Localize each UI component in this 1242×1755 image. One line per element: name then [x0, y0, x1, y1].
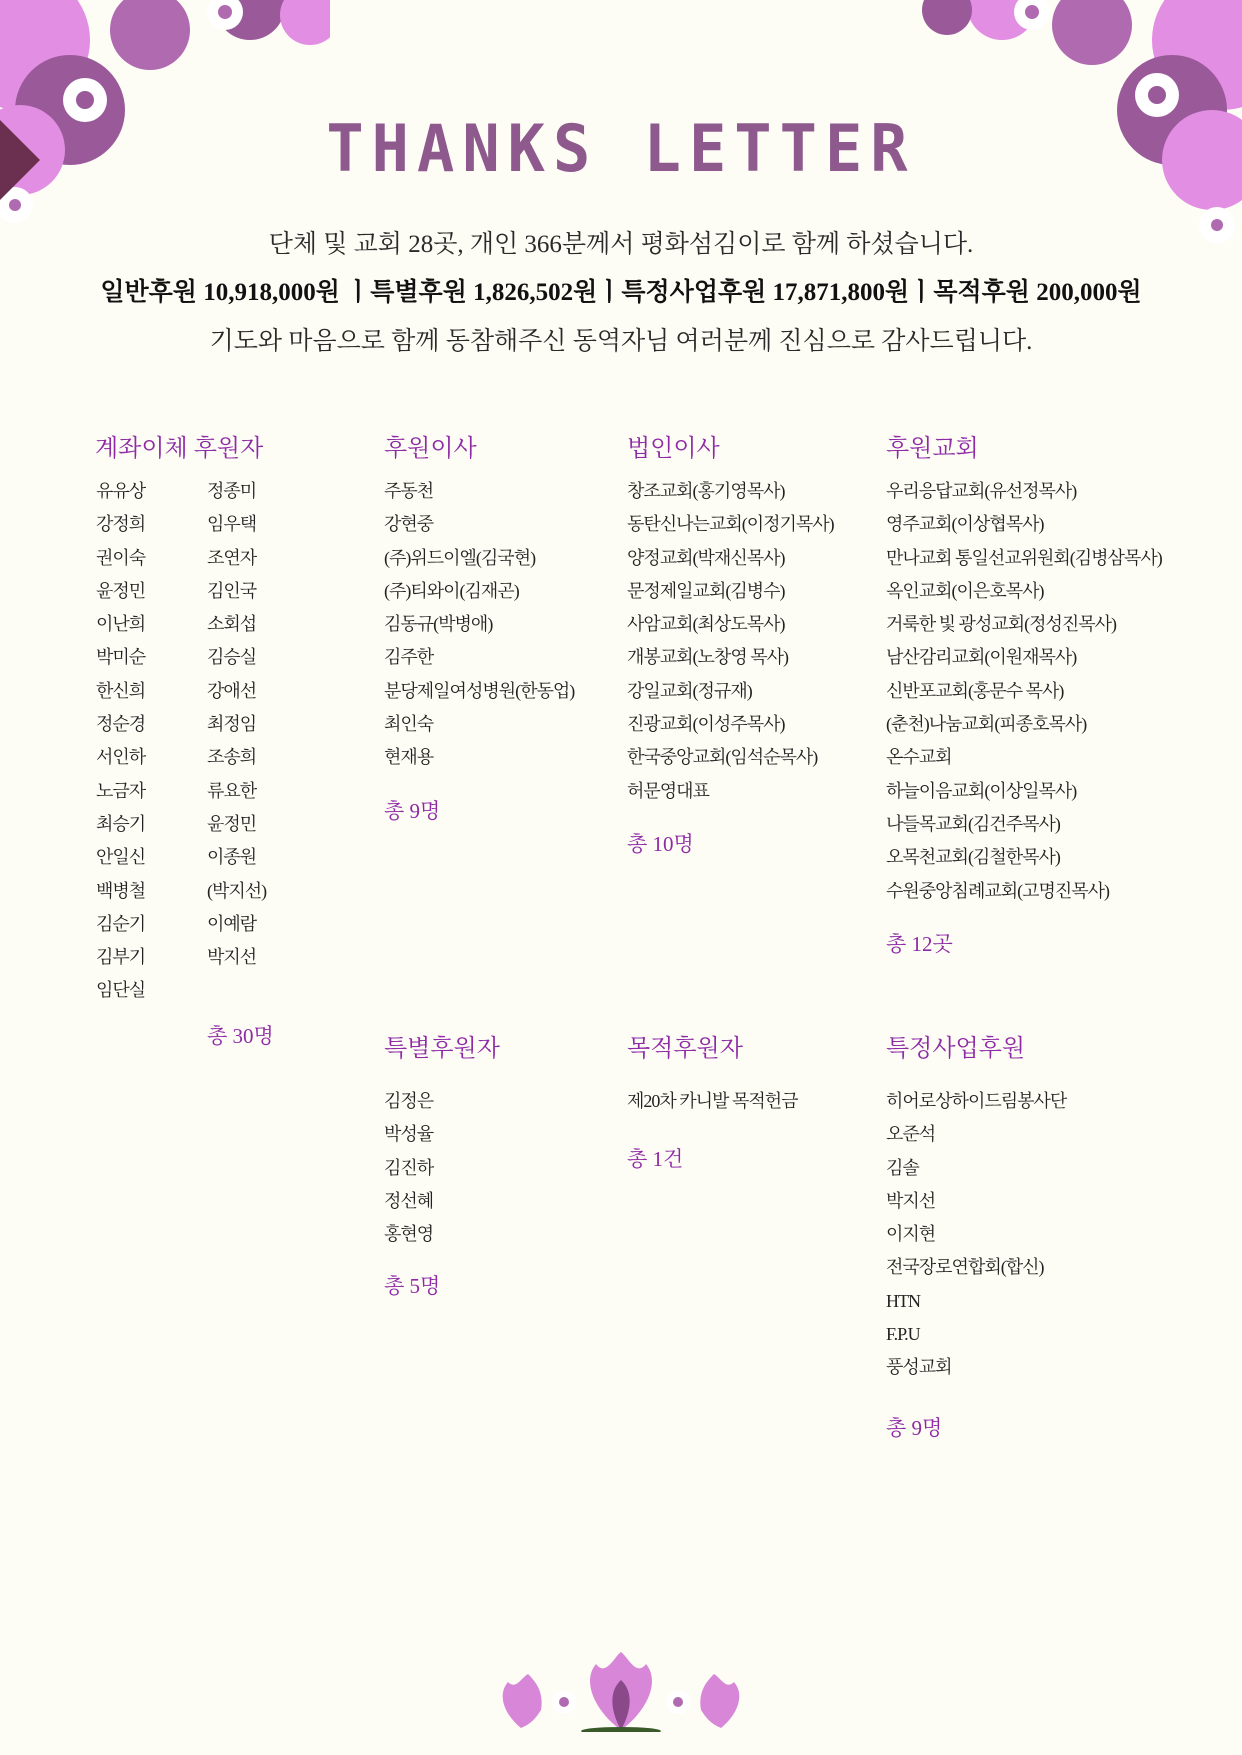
donor-name: 임우택: [207, 514, 257, 535]
church-name: 수원중앙침례교회(고명진목사): [886, 880, 1110, 901]
donor-name: 이지현: [886, 1224, 936, 1245]
church-name: 옥인교회(이은호목사): [886, 580, 1044, 601]
special-total: 총 5명: [384, 1274, 441, 1298]
donor-name: 권이숙: [96, 547, 146, 568]
donor-name: 소회섭: [207, 614, 257, 635]
church-name: 우리응답교회(유선정목사): [886, 481, 1077, 501]
donor-name: 한신희: [96, 680, 146, 701]
donor-name: 정순경: [96, 714, 146, 735]
director-name: 창조교회(홍기영목사): [627, 481, 785, 501]
sponsor-directors-total: 총 9명: [384, 799, 441, 823]
donor-name: 김부기: [96, 947, 146, 968]
director-name: 현재용: [384, 747, 434, 768]
donor-name: 임단실: [96, 980, 146, 1001]
donor-name: 강정희: [96, 514, 146, 535]
donor-name: 박지선: [207, 947, 257, 968]
donor-name: 김정은: [384, 1091, 434, 1111]
special-list: [384, 1085, 433, 1251]
purpose-heading: 목적후원자: [627, 1036, 743, 1062]
corporate-directors-list: [627, 475, 834, 808]
church-name: 거룩한 빛 광성교회(정성진목사): [886, 614, 1117, 635]
director-name: 김동규(박병애): [384, 614, 493, 635]
purpose-list: [627, 1085, 798, 1118]
director-name: 강현중: [384, 514, 434, 535]
donor-name: 전국장로연합회(합신): [886, 1257, 1044, 1278]
intro-donation-totals: 일반후원 10,918,000원 ㅣ특별후원 1,826,502원ㅣ특정사업후원 17,871,800원ㅣ목적후원 200,000원: [100, 279, 1142, 306]
sponsor-directors-heading: 후원이사: [384, 436, 477, 462]
director-name: 분당제일여성병원(한동업): [384, 680, 575, 701]
donor-name: 정선혜: [384, 1190, 434, 1211]
church-name: 영주교회(이상협목사): [886, 514, 1044, 535]
churches-heading: 후원교회: [886, 436, 979, 462]
donor-name: 이난희: [96, 614, 146, 635]
donor-name: 박지선: [886, 1190, 936, 1211]
donor-name: F.P.U: [886, 1324, 920, 1345]
transfer-total: 총 30명: [207, 1024, 274, 1048]
donor-name: 강애선: [207, 680, 257, 701]
intro-summary: 단체 및 교회 28곳, 개인 366분께서 평화섬김이로 함께 하셨습니다.: [268, 231, 974, 258]
donor-name: (박지선): [207, 880, 267, 901]
church-name: (춘천)나눔교회(피종호목사): [886, 714, 1087, 735]
project-heading: 특정사업후원: [886, 1036, 1026, 1062]
donor-name: 히어로상하이드림봉사단: [886, 1091, 1067, 1111]
director-name: 사암교회(최상도목사): [627, 614, 785, 635]
donor-name: 윤정민: [207, 813, 257, 834]
sponsor-directors-list: [384, 475, 574, 775]
churches-total: 총 12곳: [886, 932, 953, 956]
director-name: 김주한: [384, 647, 434, 668]
donor-name: 이종원: [207, 847, 257, 868]
donor-name: 홍현영: [384, 1224, 434, 1245]
director-name: 문정제일교회(김병수): [627, 580, 785, 601]
donor-name: 박미순: [96, 647, 146, 668]
flower-decoration-bottom: [486, 1652, 756, 1732]
project-total: 총 9명: [886, 1416, 943, 1440]
purpose-total: 총 1건: [627, 1147, 684, 1171]
donor-name: 김승실: [207, 647, 257, 668]
donor-name: 노금자: [96, 780, 146, 801]
project-list: [886, 1085, 1066, 1385]
donor-name: 박성율: [384, 1124, 434, 1145]
donor-name: 조연자: [207, 547, 257, 568]
donor-name: 윤정민: [96, 580, 146, 601]
donor-name: 이예람: [207, 913, 257, 934]
church-name: 남산감리교회(이원재목사): [886, 647, 1077, 668]
donor-name: 오준석: [886, 1124, 936, 1145]
church-name: 오목천교회(김철한목사): [886, 847, 1060, 868]
donor-name: 최승기: [96, 813, 146, 834]
donor-name: 김진하: [384, 1157, 434, 1178]
donor-name: 류요한: [207, 780, 257, 801]
donor-name: 백병철: [96, 880, 146, 901]
donor-name: 정종미: [207, 481, 257, 501]
church-name: 나들목교회(김건주목사): [886, 813, 1060, 834]
donor-name: 서인하: [96, 747, 146, 768]
corporate-directors-heading: 법인이사: [627, 436, 720, 462]
donor-name: 최정임: [207, 714, 257, 735]
director-name: 개봉교회(노창영 목사): [627, 647, 788, 668]
director-name: 동탄신나는교회(이정기목사): [627, 514, 834, 535]
director-name: (주)티와이(김재곤): [384, 580, 519, 601]
special-heading: 특별후원자: [384, 1036, 500, 1062]
churches-list: [886, 475, 1162, 908]
page-title: THANKS LETTER: [326, 110, 916, 187]
donor-name: 김솔: [886, 1157, 919, 1178]
donor-name: 풍성교회: [886, 1357, 952, 1378]
church-name: 하늘이음교회(이상일목사): [886, 780, 1077, 801]
director-name: 양정교회(박재신목사): [627, 547, 785, 568]
director-name: 강일교회(정규재): [627, 680, 752, 701]
donor-name: 김인국: [207, 580, 257, 601]
purpose-item: 제20차 카니발 목적헌금: [627, 1091, 798, 1111]
director-name: 진광교회(이성주목사): [627, 714, 785, 735]
transfer-list-col1: [96, 475, 145, 1008]
donor-name: 김순기: [96, 913, 146, 934]
director-name: 허문영대표: [627, 780, 709, 801]
donor-name: 안일신: [96, 847, 146, 868]
director-name: 주동천: [384, 481, 434, 501]
director-name: 최인숙: [384, 714, 434, 735]
director-name: 한국중앙교회(임석순목사): [627, 747, 818, 768]
transfer-heading: 계좌이체 후원자: [95, 436, 264, 462]
church-name: 만나교회 통일선교위원회(김병삼목사): [886, 547, 1162, 568]
transfer-list-col2: [207, 475, 266, 974]
donor-name: 조송희: [207, 747, 257, 768]
corporate-directors-total: 총 10명: [627, 832, 694, 856]
donor-name: 유유상: [96, 481, 146, 501]
director-name: (주)위드이엘(김국현): [384, 547, 536, 568]
intro-thanks: 기도와 마음으로 함께 동참해주신 동역자님 여러분께 진심으로 감사드립니다.: [209, 328, 1033, 355]
church-name: 신반포교회(홍문수 목사): [886, 680, 1064, 701]
donor-name: HTN: [886, 1290, 920, 1311]
church-name: 온수교회: [886, 747, 952, 768]
